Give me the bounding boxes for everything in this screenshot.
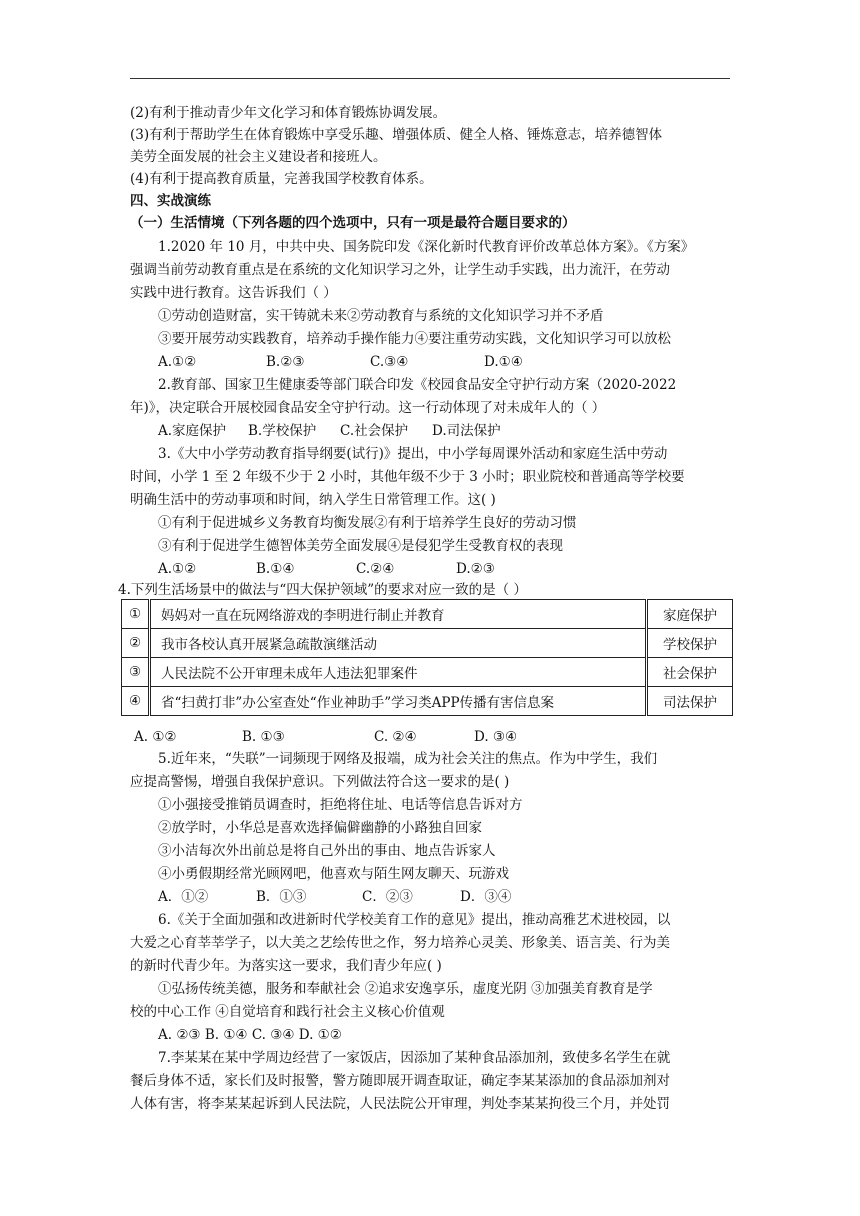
table-row	[122, 687, 733, 716]
question-5-statement: ①小强接受推销员调查时，拒绝将住址、电话等信息告诉对方	[158, 797, 523, 813]
question-4-option: B. ①③	[242, 729, 285, 745]
question-1-option: A.①②	[158, 354, 197, 370]
question-5-statement: ④小勇假期经常光顾网吧，他喜欢与陌生网友聊天、玩游戏	[158, 866, 509, 882]
question-3-stem: 3.《大中小学劳动教育指导纲要(试行)》提出，中小学每周课外活动和家庭生活中劳动	[158, 446, 668, 462]
question-5-option: B．①③	[256, 889, 307, 905]
question-6-statement: 校的中心工作 ④自觉培育和践行社会主义核心价值观	[130, 1004, 445, 1020]
intro-item: (3)有利于帮助学生在体育锻炼中享受乐趣、增强体质、健全人格、锤炼意志，培养德智体	[130, 127, 663, 143]
question-5-stem: 5.近年来，“失联”一词频现于网络及报端，成为社会关注的焦点。作为中学生，我们	[158, 751, 658, 767]
sub-heading: （一）生活情境（下列各题的四个选项中，只有一项是最符合题目要求的）	[130, 215, 576, 231]
question-3-option: D.②③	[456, 561, 495, 577]
question-3-option: C.②④	[356, 561, 395, 577]
question-1-stem: 实践中进行教育。这告诉我们（ ）	[130, 285, 337, 301]
row-description: 妈妈对一直在玩网络游戏的李明进行制止并教育	[150, 600, 647, 629]
question-1-statement: ③要开展劳动实践教育，培养动手操作能力④要注重劳动实践，文化知识学习可以放松	[158, 331, 671, 347]
question-2-stem: 年)》，决定联合开展校园食品安全守护行动。这一行动体现了对未成年人的（ ）	[130, 400, 606, 416]
intro-item: 美劳全面发展的社会主义建设者和接班人。	[130, 149, 387, 165]
question-4-option: D. ③④	[474, 729, 518, 745]
question-5-option: C．②③	[362, 889, 413, 905]
header-rule	[130, 78, 730, 79]
question-5-statement: ③小洁每次外出前总是将自己外出的事由、地点告诉家人	[158, 843, 496, 859]
row-number: ④	[122, 687, 150, 716]
question-5-option: A．①②	[158, 889, 209, 905]
row-category: 学校保护	[647, 629, 733, 658]
question-2-stem: 2.教育部、国家卫生健康委等部门联合印发《校园食品安全守护行动方案（2020-2022	[158, 377, 677, 393]
table-row	[122, 600, 733, 629]
question-5-option: D．③④	[460, 889, 512, 905]
question-3-option: A.①②	[158, 561, 197, 577]
table-row	[122, 629, 733, 658]
row-description: 我市各校认真开展紧急疏散演继活动	[150, 629, 647, 658]
question-5-stem: 应提高警惕，增强自我保护意识。下列做法符合这一要求的是( )	[130, 774, 510, 790]
question-3-option: B.①④	[256, 561, 295, 577]
question-2-option: A.家庭保护	[158, 423, 227, 439]
question-2-option: D.司法保护	[432, 423, 501, 439]
question-3-stem: 时间，小学 1 至 2 年级不少于 2 小时，其他年级不少于 3 小时；职业院校和普通高等学校要	[130, 469, 685, 485]
question-2-option: B.学校保护	[248, 423, 317, 439]
row-category: 家庭保护	[647, 600, 733, 629]
question-1-option: C.③④	[370, 354, 409, 370]
question-2-option: C.社会保护	[340, 423, 409, 439]
intro-item: (2)有利于推动青少年文化学习和体育锻炼协调发展。	[130, 105, 447, 121]
question-4-option: A. ①②	[134, 729, 177, 745]
question-5-statement: ②放学时，小华总是喜欢选择偏僻幽静的小路独自回家	[158, 820, 482, 836]
row-number: ③	[122, 658, 150, 687]
question-6-stem: 的新时代青少年。为落实这一要求，我们青少年应( )	[130, 958, 442, 974]
question-7-stem: 人体有害，将李某某起诉到人民法院，人民法院公开审理，判处李某某拘役三个月，并处罚	[130, 1096, 670, 1112]
row-category: 司法保护	[647, 687, 733, 716]
question-6-stem: 6.《关于全面加强和改进新时代学校美育工作的意见》提出，推动高雅艺术进校园，以	[158, 912, 671, 928]
question-3-stem: 明确生活中的劳动事项和时间，纳入学生日常管理工作。这( )	[130, 492, 496, 508]
question-6-stem: 大爱之心育莘莘学子，以大美之艺绘传世之作，努力培养心灵美、形象美、语言美、行为美	[130, 935, 670, 951]
question-1-statement: ①劳动创造财富，实干铸就未来②劳动教育与系统的文化知识学习并不矛盾	[158, 308, 604, 324]
question-3-statement: ①有利于促进城乡义务教育均衡发展②有利于培养学生良好的劳动习惯	[158, 515, 577, 531]
table-row	[122, 658, 733, 687]
question-1-stem: 强调当前劳动教育重点是在系统的文化知识学习之外，让学生动手实践，出力流汗，在劳动	[130, 262, 670, 278]
row-description: 省“扫黄打非”办公室查处“作业神助手”学习类APP传播有害信息案	[150, 687, 647, 716]
question-7-stem: 7.李某某在某中学周边经营了一家饭店，因添加了某种食品添加剂，致使多名学生在就	[158, 1050, 671, 1066]
row-number: ①	[122, 600, 150, 629]
row-description: 人民法院不公开审理未成年人违法犯罪案件	[150, 658, 647, 687]
row-number: ②	[122, 629, 150, 658]
section-heading: 四、实战演练	[130, 193, 211, 209]
question-6-statement: ①弘扬传统美德，服务和奉献社会 ②追求安逸享乐，虚度光阴 ③加强美育教育是学	[158, 981, 653, 997]
question-1-option: B.②③	[266, 354, 305, 370]
question-4-table	[121, 599, 733, 716]
question-3-statement: ③有利于促进学生德智体美劳全面发展④是侵犯学生受教育权的表现	[158, 538, 563, 554]
question-1-stem: 1.2020 年 10 月，中共中央、国务院印发《深化新时代教育评价改革总体方案》。《方案》	[158, 239, 695, 255]
question-6-options: A. ②③ B. ①④ C. ③④ D. ①②	[158, 1027, 342, 1043]
row-category: 社会保护	[647, 658, 733, 687]
intro-item: (4)有利于提高教育质量，完善我国学校教育体系。	[130, 171, 433, 187]
question-7-stem: 餐后身体不适，家长们及时报警，警方随即展开调查取证，确定李某某添加的食品添加剂对	[130, 1073, 670, 1089]
question-1-option: D.①④	[484, 354, 523, 370]
question-4-stem: 4.下列生活场景中的做法与“四大保护领域”的要求对应一致的是（ ）	[118, 582, 527, 598]
question-4-option: C. ②④	[374, 729, 417, 745]
